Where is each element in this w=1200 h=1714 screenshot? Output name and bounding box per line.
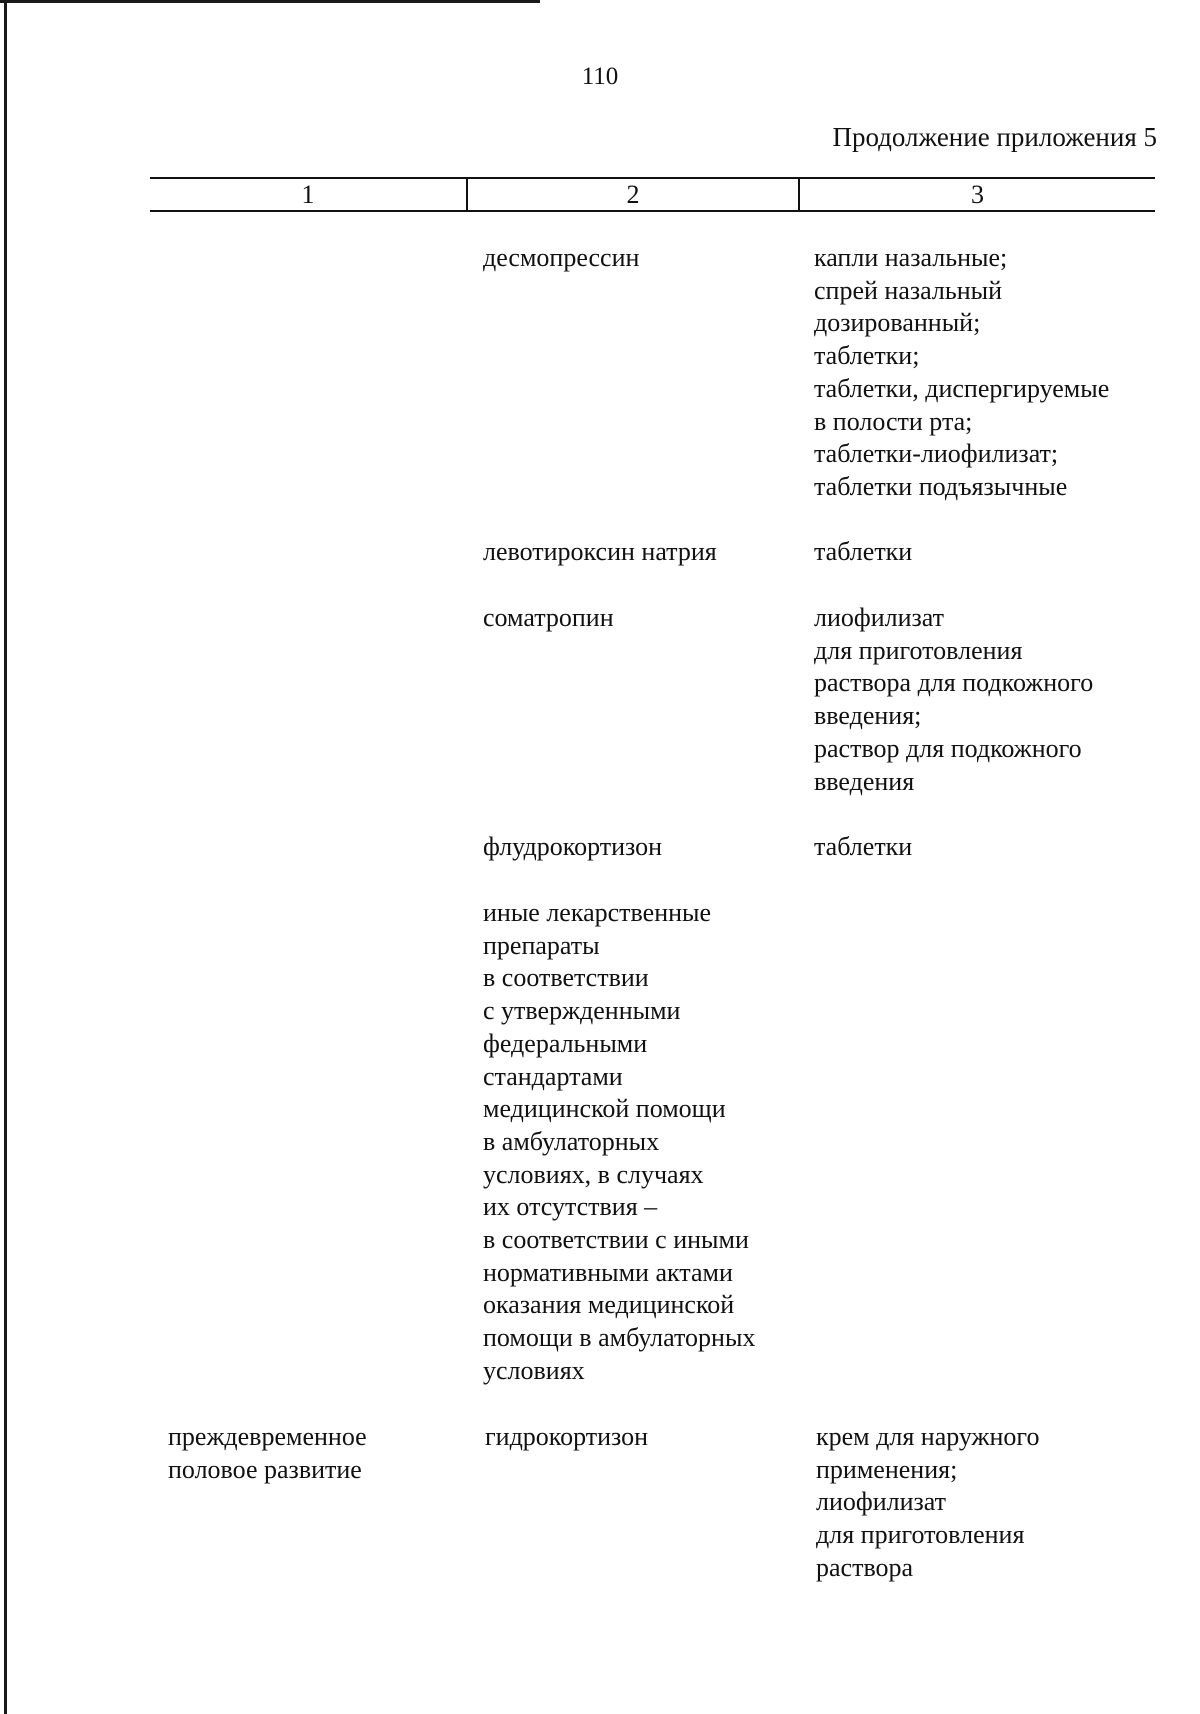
scan-edge-top (0, 0, 540, 3)
dosage-form-cell: таблетки (814, 832, 913, 861)
column-header-3: 3 (971, 180, 984, 209)
drug-name-cell: флудрокортизон (483, 832, 663, 861)
drug-name-cell: соматропин (483, 603, 614, 632)
dosage-form-cell: таблетки (814, 537, 913, 566)
dosage-form-cell: капли назальные; спрей назальный дозированный; таблетки; таблетки, диспергируемые в полости рта; таблетки-лиофилизат; таблетки подъязычные (814, 243, 1110, 501)
table-header-bottom-rule (150, 210, 1155, 212)
drug-name-cell: десмопрессин (483, 243, 640, 272)
page-number: 110 (581, 63, 619, 90)
scan-edge-left (4, 0, 7, 1714)
table-header-top-rule (150, 177, 1155, 179)
condition-cell: преждевременное половое развитие (168, 1422, 367, 1484)
drug-name-cell: иные лекарственные препараты в соответствии с утвержденными федеральными стандартами медицинской помощи в амбулаторных условиях, в случаях их отсутствия – в соответствии с иными нормативными актами оказания медицинской помощи в амбулаторных условиях (483, 898, 756, 1385)
dosage-form-cell: лиофилизат для приготовления раствора для подкожного введения; раствор для подкожного введения (814, 603, 1094, 796)
continuation-label: Продолжение приложения 5 (832, 122, 1157, 152)
column-header-2: 2 (626, 180, 640, 209)
drug-name-cell: левотироксин натрия (483, 537, 717, 566)
column-header-1: 1 (301, 180, 315, 209)
dosage-form-cell: крем для наружного применения; лиофилизат для приготовления раствора (816, 1422, 1040, 1582)
drug-name-cell: гидрокортизон (485, 1422, 649, 1451)
